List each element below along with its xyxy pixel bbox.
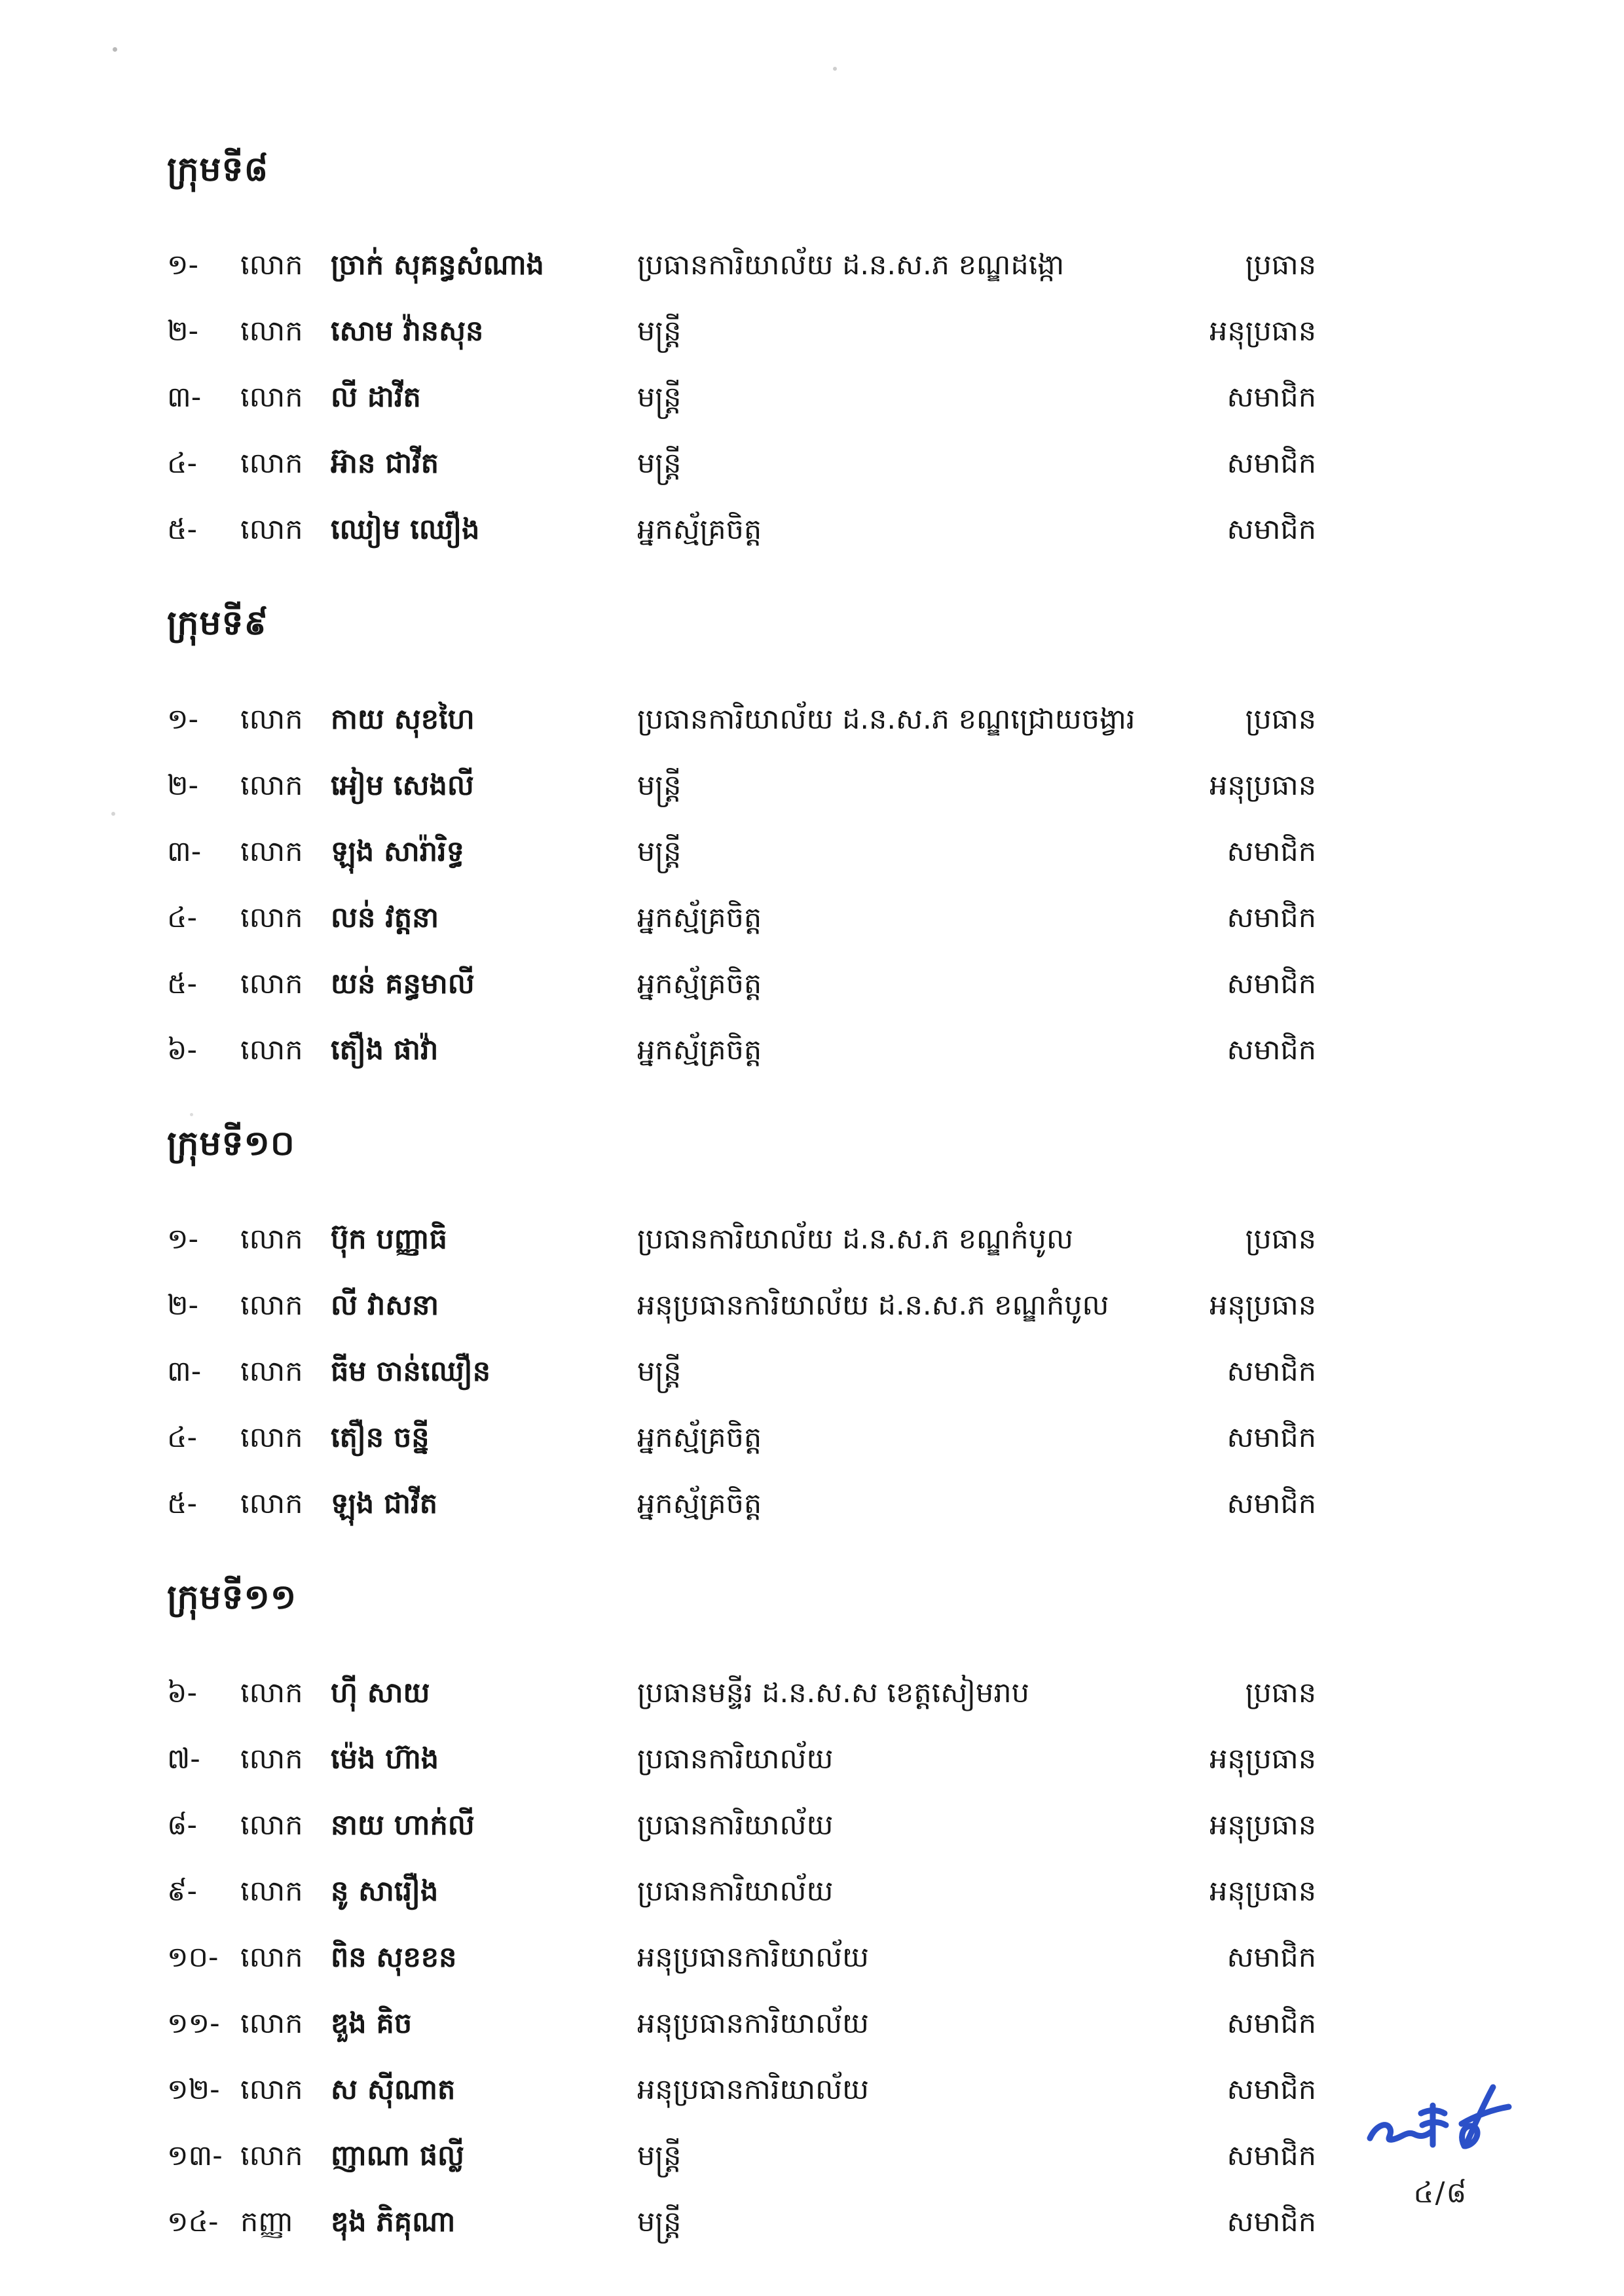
member-prefix: លោក xyxy=(240,1809,303,1842)
signature-icon xyxy=(1356,2075,1526,2180)
member-row xyxy=(167,433,1316,499)
member-position: មន្ត្រី xyxy=(637,315,682,348)
member-row xyxy=(167,1209,1316,1275)
member-name: ច្រាក់ សុគន្ធសំណាង xyxy=(331,249,544,282)
member-row xyxy=(167,821,1316,887)
group-title: ក្រុមទី៩ xyxy=(167,604,269,644)
member-position: អនុប្រធានការិយាល័យ xyxy=(637,1941,869,1975)
member-name: យន់ គន្ធមាលី xyxy=(331,967,475,1000)
member-position: អ្នកស្ម័គ្រចិត្ត xyxy=(637,967,762,1000)
member-row xyxy=(167,1473,1316,1539)
member-prefix: លោក xyxy=(240,1033,303,1066)
member-role: ប្រធាន xyxy=(1245,702,1316,736)
member-role: សមាជិក xyxy=(1227,2007,1316,2041)
member-prefix: លោក xyxy=(240,1421,303,1454)
member-name: លី ដាវីត xyxy=(331,381,421,414)
member-name: ឌុង ភិគុណា xyxy=(331,2206,456,2239)
member-row xyxy=(167,1407,1316,1473)
scan-artifact-dot xyxy=(113,47,117,52)
member-number: ១- xyxy=(167,249,199,282)
member-name: នូ សារឿង xyxy=(331,1875,439,1908)
member-number: ៤- xyxy=(167,1421,197,1454)
group-rows xyxy=(167,234,1316,565)
member-position: អ្នកស្ម័គ្រចិត្ត xyxy=(637,1487,762,1520)
member-row xyxy=(167,2125,1316,2191)
member-prefix: លោក xyxy=(240,702,303,736)
member-role: អនុប្រធាន xyxy=(1209,769,1316,802)
member-prefix: លោក xyxy=(240,1677,303,1710)
member-name: អៀម សេងលី xyxy=(331,769,474,802)
member-name: ពិន សុខខន xyxy=(331,1941,457,1975)
member-role: អនុប្រធាន xyxy=(1209,1743,1316,1776)
member-role: សមាជិក xyxy=(1227,2206,1316,2239)
member-number: ១- xyxy=(167,702,199,736)
group-section xyxy=(167,139,1316,565)
member-name: តឿង ផាវ៉ា xyxy=(331,1033,439,1066)
member-number: ៨- xyxy=(167,1809,197,1842)
group-title: ក្រុមទី៨ xyxy=(167,150,269,190)
member-position: ប្រធានការិយាល័យ xyxy=(637,1743,834,1776)
member-number: ៣- xyxy=(167,1355,202,1388)
member-name: ឌួង គិច xyxy=(331,2007,413,2041)
member-number: ៩- xyxy=(167,1875,197,1908)
member-number: ២- xyxy=(167,1288,199,1322)
member-prefix: លោក xyxy=(240,315,303,348)
member-position: អ្នកស្ម័គ្រចិត្ត xyxy=(637,1033,762,1066)
member-name: ញាណា ផល្លី xyxy=(331,2140,464,2173)
member-position: ប្រធានការិយាល័យ ដ.ន.ស.ភ ខណ្ឌដង្កោ xyxy=(637,249,1065,282)
member-role: អនុប្រធាន xyxy=(1209,315,1316,348)
member-name: អ៊ាន ជាវីត xyxy=(331,447,439,481)
member-row xyxy=(167,755,1316,821)
member-row xyxy=(167,1341,1316,1407)
member-prefix: លោក xyxy=(240,2140,303,2173)
member-role: អនុប្រធាន xyxy=(1209,1809,1316,1842)
member-role: សមាជិក xyxy=(1227,1487,1316,1520)
member-role: សមាជិក xyxy=(1227,381,1316,414)
member-role: សមាជិក xyxy=(1227,2140,1316,2173)
member-name: ធីម ចាន់ឈឿន xyxy=(331,1355,491,1388)
group-section xyxy=(167,1567,1316,2257)
member-number: ៤- xyxy=(167,447,197,481)
member-prefix: លោក xyxy=(240,1743,303,1776)
member-prefix: លោក xyxy=(240,1288,303,1322)
member-number: ១៤- xyxy=(167,2206,219,2239)
member-row xyxy=(167,2191,1316,2257)
member-role: សមាជិក xyxy=(1227,901,1316,934)
member-name: ឡុង ជាវីត xyxy=(331,1487,437,1520)
scan-artifact-dot xyxy=(833,67,837,71)
member-number: ២- xyxy=(167,315,199,348)
member-prefix: លោក xyxy=(240,447,303,481)
member-number: ១៣- xyxy=(167,2140,223,2173)
member-role: សមាជិក xyxy=(1227,1033,1316,1066)
member-prefix: លោក xyxy=(240,901,303,934)
member-role: អនុប្រធាន xyxy=(1209,1875,1316,1908)
member-row xyxy=(167,1993,1316,2059)
page-number: ៤/៨ xyxy=(1413,2176,1468,2210)
member-role: ប្រធាន xyxy=(1245,249,1316,282)
member-position: អនុប្រធានការិយាល័យ xyxy=(637,2007,869,2041)
member-position: អនុប្រធានការិយាល័យ ដ.ន.ស.ភ ខណ្ឌកំបូល xyxy=(637,1288,1109,1322)
member-number: ២- xyxy=(167,769,199,802)
member-row xyxy=(167,2059,1316,2125)
member-number: ៣- xyxy=(167,835,202,868)
member-row xyxy=(167,1019,1316,1085)
member-number: ១១- xyxy=(167,2007,220,2041)
member-prefix: លោក xyxy=(240,513,303,547)
member-role: អនុប្រធាន xyxy=(1209,1288,1316,1322)
member-prefix: លោក xyxy=(240,967,303,1000)
member-row xyxy=(167,953,1316,1019)
member-number: ១- xyxy=(167,1222,199,1256)
member-name: លី វាសនា xyxy=(331,1288,439,1322)
member-name: ស ស៊ីណាត xyxy=(331,2073,456,2107)
member-row xyxy=(167,499,1316,565)
member-role: សមាជិក xyxy=(1227,1941,1316,1975)
member-number: ៧- xyxy=(167,1743,200,1776)
member-prefix: លោក xyxy=(240,381,303,414)
member-name: កាយ សុខហៃ xyxy=(331,702,475,736)
member-position: មន្ត្រី xyxy=(637,447,682,481)
member-prefix: លោក xyxy=(240,769,303,802)
member-row xyxy=(167,301,1316,367)
group-rows xyxy=(167,1662,1316,2257)
member-role: សមាជិក xyxy=(1227,1355,1316,1388)
member-position: អ្នកស្ម័គ្រចិត្ត xyxy=(637,901,762,934)
member-prefix: លោក xyxy=(240,1355,303,1388)
member-position: ប្រធានការិយាល័យ ដ.ន.ស.ភ ខណ្ឌកំបូល xyxy=(637,1222,1073,1256)
member-name: នាយ ហាក់លី xyxy=(331,1809,475,1842)
member-position: អ្នកស្ម័គ្រចិត្ត xyxy=(637,513,762,547)
member-position: អ្នកស្ម័គ្រចិត្ត xyxy=(637,1421,762,1454)
group-rows xyxy=(167,689,1316,1085)
member-number: ៤- xyxy=(167,901,197,934)
member-prefix: លោក xyxy=(240,1222,303,1256)
member-role: សមាជិក xyxy=(1227,967,1316,1000)
group-title: ក្រុមទី១១ xyxy=(167,1578,297,1618)
member-row xyxy=(167,887,1316,953)
member-row xyxy=(167,689,1316,755)
member-role: សមាជិក xyxy=(1227,447,1316,481)
member-name: ហ៊ី សាយ xyxy=(331,1677,430,1710)
member-prefix: លោក xyxy=(240,1487,303,1520)
member-name: តឿន ចន្នី xyxy=(331,1421,430,1454)
member-row xyxy=(167,1927,1316,1993)
member-position: មន្ត្រី xyxy=(637,1355,682,1388)
member-name: ម៉េង ហ៊ាង xyxy=(331,1743,439,1776)
member-row xyxy=(167,1795,1316,1861)
member-number: ៥- xyxy=(167,967,197,1000)
member-number: ៦- xyxy=(167,1677,197,1710)
scan-artifact-dot xyxy=(111,812,115,816)
member-name: សោម វ៉ានសុន xyxy=(331,315,484,348)
member-row xyxy=(167,367,1316,433)
member-position: មន្ត្រី xyxy=(637,381,682,414)
member-position: មន្ត្រី xyxy=(637,2140,682,2173)
member-prefix: លោក xyxy=(240,2073,303,2107)
member-prefix: លោក xyxy=(240,249,303,282)
member-role: សមាជិក xyxy=(1227,513,1316,547)
member-number: ១០- xyxy=(167,1941,219,1975)
group-rows xyxy=(167,1209,1316,1539)
member-name: លន់ វត្តនា xyxy=(331,901,439,934)
group-section xyxy=(167,1114,1316,1539)
member-prefix: លោក xyxy=(240,835,303,868)
member-number: ៣- xyxy=(167,381,202,414)
member-role: ប្រធាន xyxy=(1245,1677,1316,1710)
member-number: ៥- xyxy=(167,513,197,547)
member-name: ឡុង សារ៉ារិទ្ធ xyxy=(331,835,464,868)
member-role: សមាជិក xyxy=(1227,2073,1316,2107)
member-position: ប្រធានការិយាល័យ xyxy=(637,1875,834,1908)
member-prefix: លោក xyxy=(240,2007,303,2041)
member-position: មន្ត្រី xyxy=(637,835,682,868)
member-position: អនុប្រធានការិយាល័យ xyxy=(637,2073,869,2107)
member-name: ឈៀម ឈឿង xyxy=(331,513,480,547)
member-prefix: កញ្ញា xyxy=(240,2206,294,2239)
groups xyxy=(167,111,1316,2257)
member-number: ៦- xyxy=(167,1033,197,1066)
member-name: ប៊ុក បញ្ញាធិ xyxy=(331,1222,447,1256)
group-title: ក្រុមទី១០ xyxy=(167,1123,295,1163)
member-role: សមាជិក xyxy=(1227,835,1316,868)
member-position: ប្រធានមន្ទីរ ដ.ន.ស.ស ខេត្តសៀមរាប xyxy=(637,1677,1029,1710)
member-role: សមាជិក xyxy=(1227,1421,1316,1454)
member-row xyxy=(167,1728,1316,1795)
member-prefix: លោក xyxy=(240,1875,303,1908)
group-section xyxy=(167,593,1316,1085)
member-row xyxy=(167,1662,1316,1728)
member-row xyxy=(167,1861,1316,1927)
member-number: ៥- xyxy=(167,1487,197,1520)
member-role: ប្រធាន xyxy=(1245,1222,1316,1256)
member-position: មន្ត្រី xyxy=(637,2206,682,2239)
member-row xyxy=(167,1275,1316,1341)
member-row xyxy=(167,234,1316,301)
member-position: មន្ត្រី xyxy=(637,769,682,802)
signature-block xyxy=(1346,2075,1536,2217)
member-number: ១២- xyxy=(167,2073,220,2107)
member-prefix: លោក xyxy=(240,1941,303,1975)
member-position: ប្រធានការិយាល័យ ដ.ន.ស.ភ ខណ្ឌជ្រោយចង្វារ xyxy=(637,702,1135,736)
member-position: ប្រធានការិយាល័យ xyxy=(637,1809,834,1842)
